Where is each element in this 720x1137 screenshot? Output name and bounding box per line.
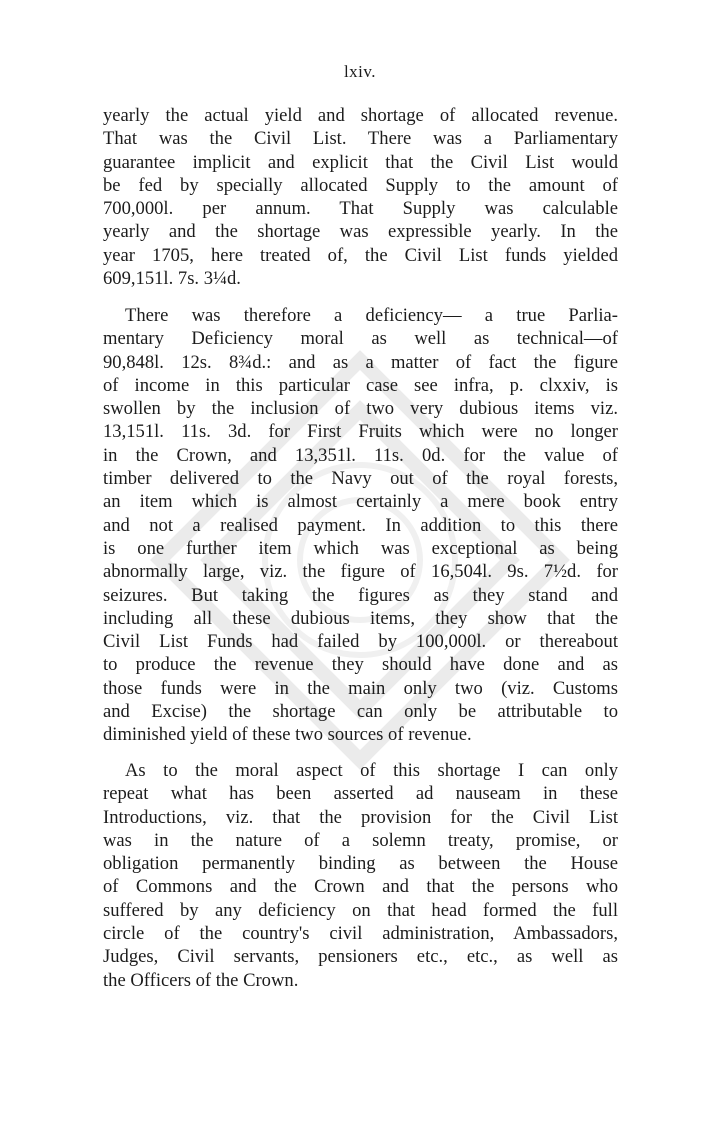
text-line: timber delivered to the Navy out of the royal forests, xyxy=(103,468,618,490)
text-line: As to the moral aspect of this shortage I can only xyxy=(125,760,618,781)
text-line: obligation permanently binding as between the House xyxy=(103,853,618,875)
text-line: those funds were in the main only two (viz. Customs xyxy=(103,677,618,699)
paragraph-2 xyxy=(103,304,618,747)
text-line: There was therefore a deficiency— a true Parlia- xyxy=(125,305,618,326)
text-line: 609,151l. 7s. 3¼d. xyxy=(103,268,241,290)
text-line: swollen by the inclusion of two very dubious items viz. xyxy=(103,398,618,420)
text-line: mentary Deficiency moral as well as technical—of xyxy=(103,328,618,350)
text-line: including all these dubious items, they show that the xyxy=(103,607,618,629)
text-line: year 1705, here treated of, the Civil List funds yielded xyxy=(103,244,618,266)
text-line: was in the nature of a solemn treaty, promise, or xyxy=(103,829,618,851)
text-line: 90,848l. 12s. 8¾d.: and as a matter of fact the figure xyxy=(103,351,618,373)
paragraph-1 xyxy=(103,104,618,290)
text-line: yearly and the shortage was expressible yearly. In the xyxy=(103,221,618,243)
text-line: be fed by specially allocated Supply to the amount of xyxy=(103,174,618,196)
text-line: of Commons and the Crown and that the persons who xyxy=(103,876,618,898)
text-line: an item which is almost certainly a mere book entry xyxy=(103,491,618,513)
text-line: in the Crown, and 13,351l. 11s. 0d. for the value of xyxy=(103,444,618,466)
text-line: the Officers of the Crown. xyxy=(103,969,299,991)
text-line: circle of the country's civil administration, Ambassadors, xyxy=(103,923,618,945)
text-line: repeat what has been asserted ad nauseam in these xyxy=(103,783,618,805)
text-line: guarantee implicit and explicit that the Civil List would xyxy=(103,151,618,173)
text-line: That was the Civil List. There was a Parliamentary xyxy=(103,128,618,150)
text-line: abnormally large, viz. the figure of 16,504l. 9s. 7½d. for xyxy=(103,561,618,583)
text-line: suffered by any deficiency on that head formed the full xyxy=(103,899,618,921)
text-line: seizures. But taking the figures as they stand and xyxy=(103,584,618,606)
text-line: Judges, Civil servants, pensioners etc., etc., as well as xyxy=(103,946,618,968)
text-line: Civil List Funds had failed by 100,000l. or thereabout xyxy=(103,631,618,653)
text-line: 700,000l. per annum. That Supply was calculable xyxy=(103,198,618,220)
text-line: and Excise) the shortage can only be attributable to xyxy=(103,701,618,723)
text-line: diminished yield of these two sources of revenue. xyxy=(103,724,472,746)
page-number: lxiv. xyxy=(343,62,377,81)
text-line: 13,151l. 11s. 3d. for First Fruits which were no longer xyxy=(103,421,618,443)
text-line: to produce the revenue they should have done and as xyxy=(103,654,618,676)
text-line: of income in this particular case see infra, p. clxxiv, is xyxy=(103,374,618,396)
paragraph-3 xyxy=(103,759,618,992)
text-line: Introductions, viz. that the provision for the Civil List xyxy=(103,806,618,828)
text-line: is one further item which was exceptional as being xyxy=(103,537,618,559)
text-line: yearly the actual yield and shortage of allocated revenue. xyxy=(103,105,618,126)
text-line: and not a realised payment. In addition to this there xyxy=(103,514,618,536)
